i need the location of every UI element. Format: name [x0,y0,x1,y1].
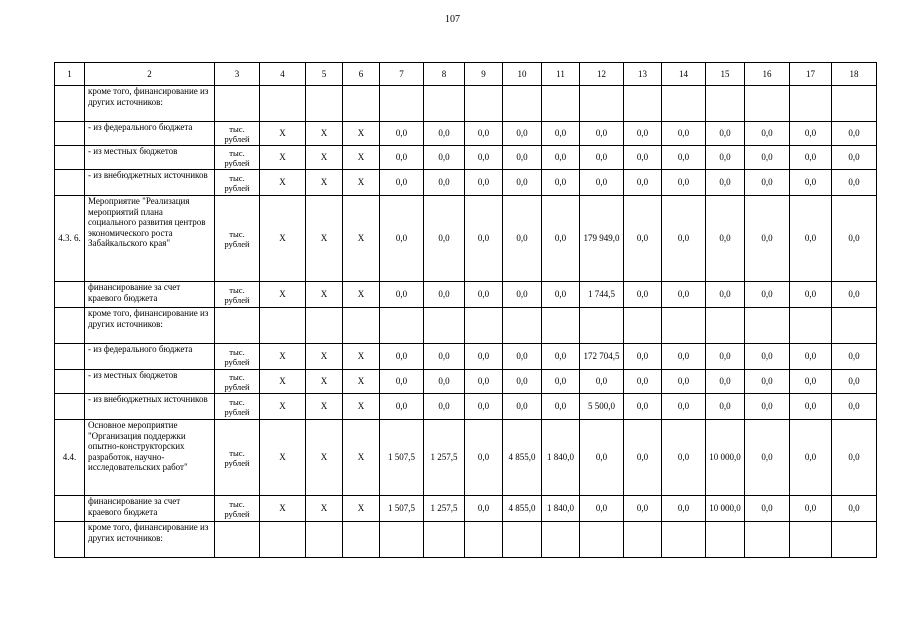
value-cell: 0,0 [624,394,662,420]
value-cell: X [343,370,380,394]
value-cell: 0,0 [745,394,790,420]
row-description: кроме того, финансирование из других источников: [85,86,215,122]
row-number: 4.4. [55,420,85,496]
value-cell: 0,0 [424,196,465,282]
unit-cell: тыс. рублей [215,394,260,420]
row-description: - из внебюджетных источников [85,170,215,196]
value-cell [380,522,424,558]
value-cell [580,308,624,344]
value-cell: 10 000,0 [706,496,745,522]
value-cell: 1 840,0 [542,420,580,496]
value-cell: 0,0 [542,146,580,170]
value-cell: 0,0 [790,370,832,394]
value-cell [580,522,624,558]
table-row [55,146,877,170]
value-cell [662,308,706,344]
value-cell: 0,0 [706,394,745,420]
table-row [55,122,877,146]
value-cell: 0,0 [380,122,424,146]
table-row [55,86,877,122]
value-cell: 172 704,5 [580,344,624,370]
value-cell: 0,0 [624,170,662,196]
unit-cell: тыс. рублей [215,282,260,308]
value-cell: 0,0 [503,282,542,308]
value-cell: 0,0 [706,146,745,170]
value-cell: 0,0 [832,282,877,308]
value-cell: 4 855,0 [503,420,542,496]
value-cell: X [343,282,380,308]
value-cell: 0,0 [380,196,424,282]
value-cell: 0,0 [424,282,465,308]
value-cell: 0,0 [424,170,465,196]
value-cell: 0,0 [790,344,832,370]
value-cell: 0,0 [465,196,503,282]
value-cell: 0,0 [624,146,662,170]
value-cell: 0,0 [465,496,503,522]
value-cell: 0,0 [465,344,503,370]
value-cell: 0,0 [706,170,745,196]
value-cell: 0,0 [465,420,503,496]
value-cell: 0,0 [832,420,877,496]
value-cell: 0,0 [662,122,706,146]
value-cell: 0,0 [580,146,624,170]
value-cell: 0,0 [542,170,580,196]
value-cell: 0,0 [580,496,624,522]
value-cell [624,86,662,122]
value-cell: 5 500,0 [580,394,624,420]
value-cell: X [260,344,306,370]
row-number [55,344,85,370]
table-row [55,394,877,420]
value-cell: 179 949,0 [580,196,624,282]
value-cell: X [343,420,380,496]
value-cell: 0,0 [465,122,503,146]
value-cell: 0,0 [503,146,542,170]
row-description: - из федерального бюджета [85,122,215,146]
value-cell: 0,0 [380,282,424,308]
value-cell: 1 507,5 [380,496,424,522]
value-cell: 0,0 [745,122,790,146]
row-description: Мероприятие "Реализация мероприятий плана социального развития центров экономического роста Забайкальского края" [85,196,215,282]
value-cell: X [343,196,380,282]
value-cell: 0,0 [503,196,542,282]
value-cell: X [260,170,306,196]
column-number: 4 [260,63,306,86]
unit-cell: тыс. рублей [215,196,260,282]
value-cell: 0,0 [542,122,580,146]
value-cell: 0,0 [832,146,877,170]
value-cell: 0,0 [662,370,706,394]
column-number: 8 [424,63,465,86]
value-cell [306,308,343,344]
value-cell: 0,0 [624,496,662,522]
column-number: 12 [580,63,624,86]
value-cell: 0,0 [624,122,662,146]
unit-cell [215,522,260,558]
column-number: 6 [343,63,380,86]
column-number: 11 [542,63,580,86]
value-cell: X [306,370,343,394]
value-cell: 0,0 [424,394,465,420]
value-cell [343,522,380,558]
value-cell: 0,0 [380,170,424,196]
value-cell [503,86,542,122]
row-description: кроме того, финансирование из других источников: [85,522,215,558]
value-cell: 0,0 [662,282,706,308]
value-cell: 0,0 [580,170,624,196]
column-number: 9 [465,63,503,86]
value-cell: 0,0 [465,146,503,170]
column-number: 17 [790,63,832,86]
value-cell: 0,0 [503,170,542,196]
value-cell: 0,0 [832,394,877,420]
value-cell: 1 257,5 [424,496,465,522]
value-cell: 0,0 [706,344,745,370]
column-number: 5 [306,63,343,86]
value-cell: 0,0 [790,282,832,308]
unit-cell: тыс. рублей [215,170,260,196]
value-cell: 0,0 [706,196,745,282]
unit-cell: тыс. рублей [215,122,260,146]
column-number: 16 [745,63,790,86]
value-cell [624,522,662,558]
value-cell: 0,0 [424,370,465,394]
value-cell: 1 257,5 [424,420,465,496]
value-cell: 0,0 [503,122,542,146]
value-cell [832,308,877,344]
value-cell: 0,0 [542,196,580,282]
value-cell: 0,0 [580,420,624,496]
row-number [55,308,85,344]
value-cell: X [343,344,380,370]
value-cell: X [306,394,343,420]
value-cell: 0,0 [542,394,580,420]
row-number [55,496,85,522]
value-cell [706,308,745,344]
value-cell: 0,0 [790,146,832,170]
value-cell: X [343,170,380,196]
value-cell: 0,0 [706,122,745,146]
value-cell: 0,0 [706,282,745,308]
value-cell: 0,0 [624,420,662,496]
value-cell: 0,0 [380,344,424,370]
row-number [55,86,85,122]
row-description: - из внебюджетных источников [85,394,215,420]
value-cell: X [343,122,380,146]
value-cell: 0,0 [745,196,790,282]
value-cell: 0,0 [790,170,832,196]
value-cell: 0,0 [662,170,706,196]
table-row [55,420,877,496]
value-cell: 0,0 [832,170,877,196]
value-cell: X [306,420,343,496]
value-cell: X [306,170,343,196]
unit-cell [215,86,260,122]
value-cell: X [306,122,343,146]
column-number: 7 [380,63,424,86]
table-row [55,196,877,282]
value-cell: 0,0 [424,122,465,146]
budget-table [54,62,877,558]
value-cell [745,308,790,344]
value-cell: X [260,146,306,170]
value-cell: X [343,496,380,522]
value-cell: 0,0 [662,496,706,522]
column-number: 18 [832,63,877,86]
value-cell: 0,0 [745,370,790,394]
value-cell [542,308,580,344]
value-cell: X [260,196,306,282]
value-cell: 0,0 [465,370,503,394]
value-cell: 0,0 [424,146,465,170]
value-cell: 0,0 [380,370,424,394]
value-cell [343,308,380,344]
value-cell: 0,0 [832,196,877,282]
value-cell [542,86,580,122]
row-description: финансирование за счет краевого бюджета [85,496,215,522]
column-number: 15 [706,63,745,86]
value-cell [832,86,877,122]
value-cell [465,86,503,122]
value-cell: X [306,282,343,308]
value-cell [424,308,465,344]
value-cell: 0,0 [503,344,542,370]
value-cell [260,522,306,558]
column-number: 2 [85,63,215,86]
value-cell: 1 744,5 [580,282,624,308]
value-cell: X [306,146,343,170]
value-cell [580,86,624,122]
value-cell [380,308,424,344]
value-cell: 0,0 [745,282,790,308]
value-cell: 0,0 [624,196,662,282]
value-cell: 0,0 [580,370,624,394]
unit-cell: тыс. рублей [215,146,260,170]
unit-cell: тыс. рублей [215,420,260,496]
value-cell: 0,0 [424,344,465,370]
column-number: 1 [55,63,85,86]
value-cell: 0,0 [542,282,580,308]
row-description: кроме того, финансирование из других источников: [85,308,215,344]
value-cell: X [260,394,306,420]
value-cell: X [260,496,306,522]
value-cell [745,522,790,558]
value-cell: 0,0 [832,344,877,370]
value-cell: 0,0 [624,282,662,308]
row-number [55,522,85,558]
value-cell: 0,0 [465,282,503,308]
value-cell: 0,0 [745,420,790,496]
value-cell [662,86,706,122]
value-cell: 4 855,0 [503,496,542,522]
table-row [55,370,877,394]
value-cell: 1 840,0 [542,496,580,522]
value-cell: X [260,282,306,308]
row-number [55,282,85,308]
row-description: - из местных бюджетов [85,146,215,170]
value-cell: X [260,370,306,394]
value-cell [465,522,503,558]
row-description: - из местных бюджетов [85,370,215,394]
value-cell [343,86,380,122]
value-cell [380,86,424,122]
value-cell [306,86,343,122]
value-cell [662,522,706,558]
value-cell: 0,0 [380,394,424,420]
value-cell: 0,0 [790,496,832,522]
row-number [55,170,85,196]
unit-cell: тыс. рублей [215,496,260,522]
value-cell [745,86,790,122]
value-cell: 0,0 [662,344,706,370]
value-cell: 0,0 [624,344,662,370]
unit-cell: тыс. рублей [215,344,260,370]
value-cell: X [343,146,380,170]
value-cell: 0,0 [745,496,790,522]
value-cell: X [306,344,343,370]
value-cell: 0,0 [580,122,624,146]
column-number: 10 [503,63,542,86]
value-cell: 0,0 [832,496,877,522]
table-row [55,170,877,196]
value-cell [706,86,745,122]
value-cell [260,86,306,122]
value-cell: 0,0 [832,370,877,394]
value-cell: 1 507,5 [380,420,424,496]
value-cell: 0,0 [662,420,706,496]
table-row [55,282,877,308]
row-number [55,370,85,394]
value-cell: X [306,196,343,282]
value-cell [790,86,832,122]
value-cell [503,308,542,344]
value-cell [260,308,306,344]
value-cell [790,308,832,344]
value-cell [624,308,662,344]
value-cell [503,522,542,558]
table-row [55,522,877,558]
value-cell [832,522,877,558]
value-cell: 0,0 [662,394,706,420]
value-cell [424,522,465,558]
table-row [55,344,877,370]
value-cell: 0,0 [662,196,706,282]
unit-cell [215,308,260,344]
value-cell: 0,0 [380,146,424,170]
table-row [55,496,877,522]
value-cell: X [260,122,306,146]
row-number [55,122,85,146]
value-cell: 0,0 [542,344,580,370]
value-cell [542,522,580,558]
value-cell: 0,0 [790,394,832,420]
value-cell: X [260,420,306,496]
value-cell: X [306,496,343,522]
row-description: - из федерального бюджета [85,344,215,370]
value-cell: 0,0 [745,344,790,370]
column-number: 13 [624,63,662,86]
value-cell: 0,0 [503,370,542,394]
row-description: Основное мероприятие "Организация поддержки опытно-конструкторских разработок, научно-исследовательских работ" [85,420,215,496]
value-cell: 0,0 [706,370,745,394]
value-cell: 0,0 [465,394,503,420]
value-cell: 0,0 [662,146,706,170]
value-cell: 0,0 [465,170,503,196]
value-cell: X [343,394,380,420]
column-number-row [55,63,877,86]
table-row [55,308,877,344]
row-number [55,394,85,420]
value-cell [306,522,343,558]
value-cell: 0,0 [503,394,542,420]
value-cell [790,522,832,558]
value-cell: 0,0 [790,196,832,282]
value-cell: 0,0 [624,370,662,394]
value-cell [706,522,745,558]
row-description: финансирование за счет краевого бюджета [85,282,215,308]
value-cell: 0,0 [790,420,832,496]
value-cell [465,308,503,344]
row-number: 4.3. 6. [55,196,85,282]
value-cell: 0,0 [745,170,790,196]
column-number: 14 [662,63,706,86]
value-cell: 0,0 [745,146,790,170]
value-cell: 10 000,0 [706,420,745,496]
column-number: 3 [215,63,260,86]
value-cell: 0,0 [542,370,580,394]
row-number [55,146,85,170]
value-cell [424,86,465,122]
value-cell: 0,0 [832,122,877,146]
value-cell: 0,0 [790,122,832,146]
unit-cell: тыс. рублей [215,370,260,394]
page-number: 107 [445,14,460,25]
